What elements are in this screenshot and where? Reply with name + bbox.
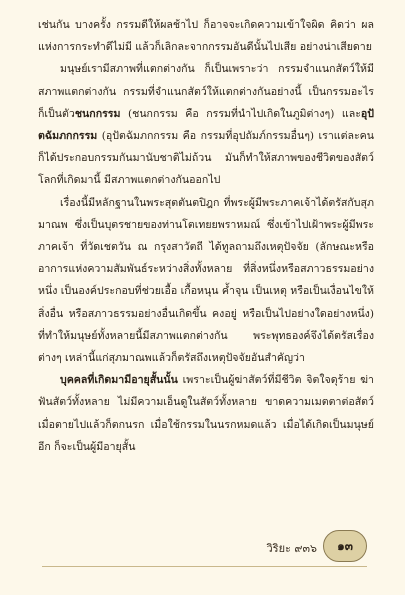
- text-run: (ชนกกรรม คือ กรรมที่นำไปเกิดในภูมิต่างๆ) และ: [120, 107, 361, 120]
- text-run: (อุปัตฉัมภกกรรม คือ กรรมที่อุปถัมภ์กรรมอื่นๆ) เราแต่ละคนก็ได้ประกอบกรรมกันมานับชาติไม่ถ้วน มันก็ทำให้สภาพของชีวิตของสัตว์โลกที่เกิดมานี้ มีสภาพแตกต่างกันออกไป: [38, 130, 374, 187]
- paragraph: [38, 369, 374, 458]
- text-run: มนุษย์เรามีสภาพที่แตกต่างกัน ก็เป็นเพราะว่า กรรมจำแนกสัตว์ให้มีสภาพแตกต่างกัน กรรมที่จำแนกสัตว์ให้แตกต่างกันอย่างนี้ เป็นกรรมอะไร ก็เป็นตัว: [38, 63, 374, 120]
- paragraph: [38, 58, 374, 191]
- page-number-badge: [323, 530, 367, 562]
- text-run: เรื่องนี้มีหลักฐานในพระสุตตันตปิฎก ที่พระผู้มีพระภาคเจ้าได้ตรัสกับสุภมาณพ ซึ่งเป็นบุตรชายของท่านโตเทยยพราหมณ์ ซึ่งเข้าไปเฝ้าพระผู้มีพระภาคเจ้า ที่วัดเชตวัน ณ กรุงสาวัตถี ได้ทูลถามถึงเหตุปัจจัย (ลักษณะหรืออาการแห่งความสัมพันธ์ระหว่างสิ่งทั้งหลาย ที่สิ่งหนึ่งหรือสภาวธรรมอย่างหนึ่ง เป็นองค์ประกอบที่ช่วยเอื้อ เกื้อหนุน ค้ำจุน เป็นเหตุ หรือเป็นเงื่อนไขให้สิ่งอื่น หรือสภาวธรรมอย่างอื่นเกิดขึ้น คงอยู่ หรือเป็นไปอย่างใดอย่างหนึ่ง) ที่ทำให้มนุษย์ทั้งหลายนี้มีสภาพแตกต่างกัน พระพุทธองค์จึงได้ตรัสเรื่องต่างๆ เหล่านี้แก่สุภมาณพแล้วก็ตรัสถึงเหตุปัจจัยอันสำคัญว่า: [38, 196, 374, 365]
- bold-term: อุปัตฉัมภกกรรม: [38, 107, 374, 143]
- bold-term: ชนกกรรม: [74, 107, 121, 120]
- text-run: เพราะเป็นผู้ฆ่าสัตว์ที่มีชีวิต จิตใจดุร้าย ฆ่าฟันสัตว์ทั้งหลาย ไม่มีความเอ็นดูในสัตว์ทั้งหลาย ขาดความเมตตาต่อสัตว์ เมื่อตายไปแล้วก็ตกนรก เมื่อใช้กรรมในนรกหมดแล้ว เมื่อได้เกิดเป็นมนุษย์อีก ก็จะเป็นผู้มีอายุสั้น: [38, 374, 374, 453]
- footer-label: วิริยะ ๙๓๖: [266, 542, 317, 555]
- body-text: [38, 14, 374, 458]
- paragraph: [38, 192, 374, 370]
- text-run: เช่นกัน บางครั้ง กรรมดีให้ผลช้าไป ก็อาจจะเกิดความเข้าใจผิด คิดว่า ผลแห่งการกระทำดีไม่มี แล้วก็เลิกละจากกรรมอันดีนั้นไปเสีย อย่างน่าเสียดาย: [38, 19, 374, 54]
- page-number: ๑๓: [337, 538, 353, 553]
- paragraph: [38, 14, 374, 58]
- footer-divider: [42, 566, 367, 567]
- bold-term: บุคคลที่เกิดมามีอายุสั้นนั้น: [60, 374, 178, 387]
